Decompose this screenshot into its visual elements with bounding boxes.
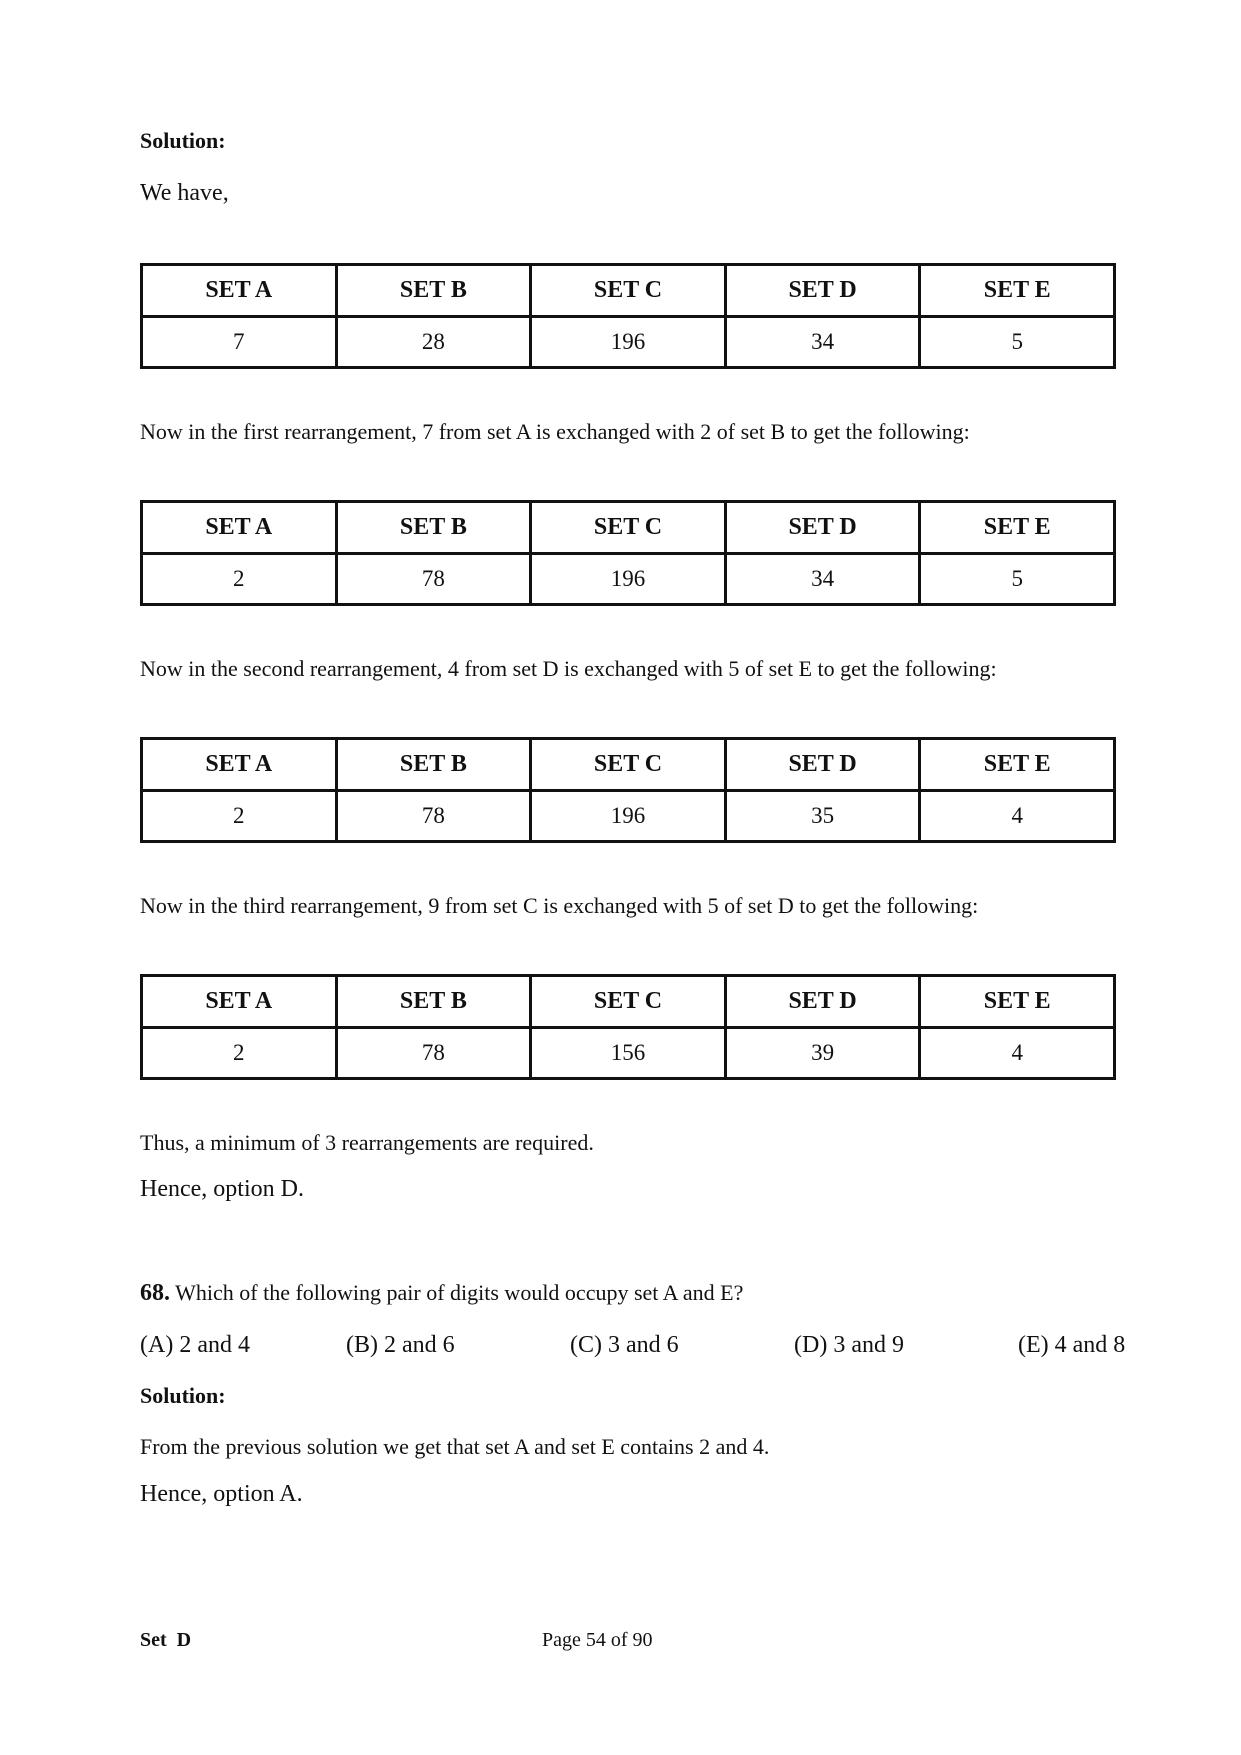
value-set-c: 196 [531, 554, 726, 605]
header-set-a: SET A [142, 739, 337, 791]
solution-heading: Solution: [140, 128, 226, 153]
header-set-c: SET C [531, 502, 726, 554]
value-set-e: 4 [920, 1028, 1115, 1079]
question-text: Which of the following pair of digits would occupy set A and E? [175, 1280, 744, 1305]
header-set-c: SET C [531, 739, 726, 791]
caption-third-rearrangement: Now in the third rearrangement, 9 from set C is exchanged with 5 of set D to get the following: [140, 893, 979, 918]
table-row [142, 791, 1115, 842]
value-set-b: 28 [336, 317, 531, 368]
value-set-c: 156 [531, 1028, 726, 1079]
option-e: (E) 4 and 8 [1018, 1332, 1126, 1358]
value-set-d: 39 [725, 1028, 920, 1079]
header-set-b: SET B [336, 265, 531, 317]
conclusion-text: Thus, a minimum of 3 rearrangements are required. [140, 1130, 594, 1155]
value-set-d: 34 [725, 554, 920, 605]
question-number: 68. [140, 1280, 170, 1306]
answer-text-2: Hence, option A. [140, 1481, 303, 1507]
value-set-c: 196 [531, 317, 726, 368]
value-set-d: 34 [725, 317, 920, 368]
header-set-a: SET A [142, 976, 337, 1028]
solution-heading-2: Solution: [140, 1383, 226, 1408]
answer-text: Hence, option D. [140, 1176, 304, 1202]
intro-text: We have, [140, 180, 229, 206]
table-row [142, 317, 1115, 368]
header-set-d: SET D [725, 502, 920, 554]
value-set-c: 196 [531, 791, 726, 842]
header-set-e: SET E [920, 502, 1115, 554]
table-header-row [142, 502, 1115, 554]
value-set-a: 2 [142, 554, 337, 605]
header-set-a: SET A [142, 502, 337, 554]
sets-table-initial [140, 263, 1116, 369]
header-set-a: SET A [142, 265, 337, 317]
table-row [142, 554, 1115, 605]
header-set-e: SET E [920, 739, 1115, 791]
option-a: (A) 2 and 4 [140, 1332, 250, 1358]
header-set-d: SET D [725, 976, 920, 1028]
header-set-c: SET C [531, 265, 726, 317]
value-set-b: 78 [336, 791, 531, 842]
header-set-e: SET E [920, 265, 1115, 317]
value-set-d: 35 [725, 791, 920, 842]
value-set-b: 78 [336, 554, 531, 605]
header-set-b: SET B [336, 739, 531, 791]
option-d: (D) 3 and 9 [794, 1332, 904, 1358]
value-set-e: 5 [920, 554, 1115, 605]
footer-set-text: Set D [140, 1629, 192, 1651]
header-set-d: SET D [725, 739, 920, 791]
solution-text-2: From the previous solution we get that set A and set E contains 2 and 4. [140, 1434, 770, 1459]
value-set-a: 7 [142, 317, 337, 368]
value-set-e: 4 [920, 791, 1115, 842]
caption-first-rearrangement: Now in the first rearrangement, 7 from set A is exchanged with 2 of set B to get the following: [140, 419, 970, 444]
header-set-b: SET B [336, 976, 531, 1028]
table-header-row [142, 976, 1115, 1028]
value-set-b: 78 [336, 1028, 531, 1079]
table-header-row [142, 739, 1115, 791]
sets-table-first-rearrangement [140, 500, 1116, 606]
question-68 [140, 1280, 743, 1307]
answer-options [140, 1332, 1140, 1366]
value-set-a: 2 [142, 1028, 337, 1079]
header-set-d: SET D [725, 265, 920, 317]
value-set-e: 5 [920, 317, 1115, 368]
table-header-row [142, 265, 1115, 317]
footer-set-label [140, 1629, 191, 1652]
option-c: (C) 3 and 6 [570, 1332, 679, 1358]
option-b: (B) 2 and 6 [346, 1332, 455, 1358]
header-set-b: SET B [336, 502, 531, 554]
footer-page-number: Page 54 of 90 [542, 1629, 653, 1651]
value-set-a: 2 [142, 791, 337, 842]
header-set-c: SET C [531, 976, 726, 1028]
table-row [142, 1028, 1115, 1079]
header-set-e: SET E [920, 976, 1115, 1028]
caption-second-rearrangement: Now in the second rearrangement, 4 from set D is exchanged with 5 of set E to get the following: [140, 656, 997, 681]
sets-table-third-rearrangement [140, 974, 1116, 1080]
sets-table-second-rearrangement [140, 737, 1116, 843]
